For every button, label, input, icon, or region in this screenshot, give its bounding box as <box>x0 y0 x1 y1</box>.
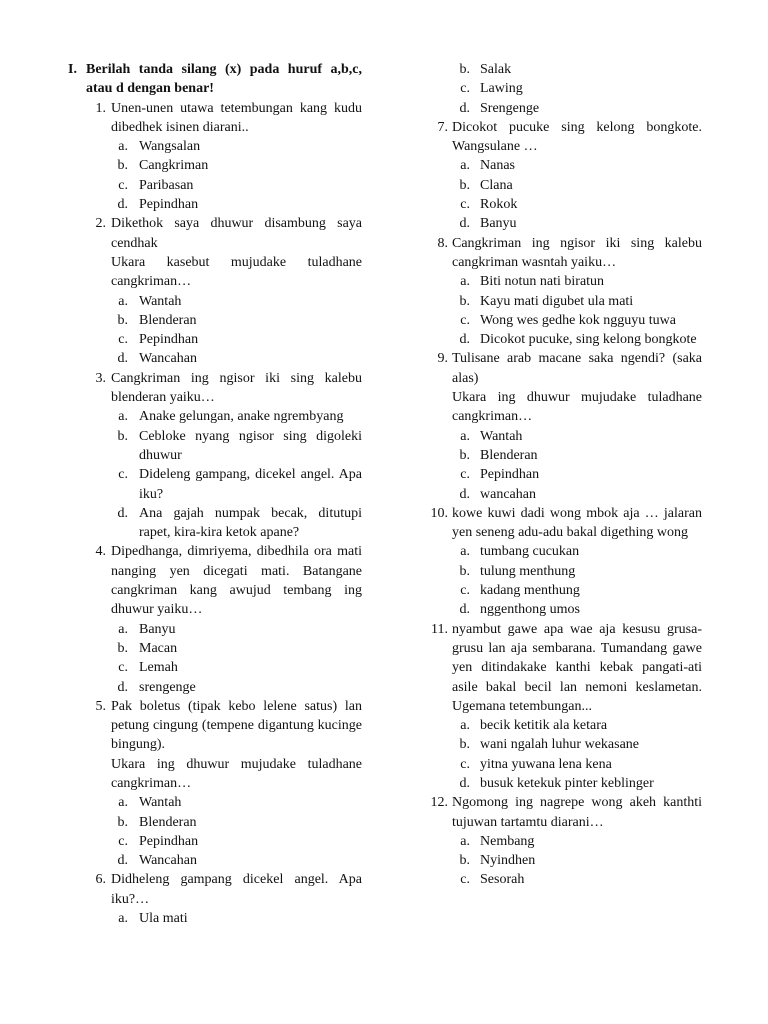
option-3-d-text: Ana gajah numpak becak, ditutupi rapet, kira-kira ketok apane? <box>139 505 362 541</box>
option-10-b-text: tulung menthung <box>480 563 576 579</box>
option-3-d-marker: d. <box>117 505 128 521</box>
option-3-b <box>68 427 362 466</box>
section-instruction: Berilah tanda silang (x) pada huruf a,b,c, atau d dengan benar! <box>86 62 362 97</box>
option-5-c-text: Pepindhan <box>139 833 199 849</box>
option-9-d <box>425 485 702 504</box>
option-4-a-text: Banyu <box>139 621 176 637</box>
question-2-text: Dikethok saya dhuwur disambung saya cendhak <box>111 216 362 251</box>
option-11-b-marker: b. <box>459 737 470 753</box>
option-9-c-marker: c. <box>460 467 470 483</box>
option-12-a-text: Nembang <box>480 833 535 849</box>
option-6-b-text: Salak <box>480 62 512 77</box>
option-12-b-text: Nyindhen <box>480 853 536 869</box>
option-11-d <box>425 774 702 793</box>
option-6-d <box>425 99 702 118</box>
option-2-d <box>68 349 362 368</box>
option-6-a <box>68 909 362 928</box>
option-3-a-text: Anake gelungan, anake ngrembyang <box>139 409 344 425</box>
option-7-b <box>425 176 702 195</box>
option-10-d <box>425 600 702 619</box>
option-8-b-text: Kayu mati digubet ula mati <box>480 293 634 309</box>
option-9-d-text: wancahan <box>480 486 536 502</box>
option-1-a-text: Wangsalan <box>139 139 201 155</box>
option-9-b <box>425 446 702 465</box>
question-11 <box>425 620 702 716</box>
option-12-b-marker: b. <box>459 853 470 869</box>
option-6-b <box>425 60 702 79</box>
section-heading <box>68 60 362 99</box>
option-3-c <box>68 465 362 504</box>
option-2-d-text: Wancahan <box>139 351 197 367</box>
question-11-marker: 11. <box>431 621 448 637</box>
option-1-a <box>68 137 362 156</box>
question-8-text: Cangkriman ing ngisor iki sing kalebu cangkriman wasntah yaiku… <box>452 235 702 270</box>
option-12-a-marker: a. <box>460 833 470 849</box>
option-8-b-marker: b. <box>459 293 470 309</box>
option-8-c <box>425 311 702 330</box>
option-10-d-marker: d. <box>459 602 470 618</box>
question-1-marker: 1. <box>95 100 106 116</box>
option-12-b <box>425 851 702 870</box>
option-2-b-text: Blenderan <box>139 312 197 328</box>
option-7-d <box>425 214 702 233</box>
option-11-c-marker: c. <box>460 756 470 772</box>
question-12 <box>425 793 702 832</box>
option-2-a <box>68 292 362 311</box>
option-8-d-text: Dicokot pucuke, sing kelong bongkote <box>480 332 697 348</box>
option-4-d <box>68 678 362 697</box>
option-7-c <box>425 195 702 214</box>
question-5-marker: 5. <box>95 698 106 714</box>
option-7-c-marker: c. <box>460 197 470 213</box>
question-3-marker: 3. <box>95 370 106 386</box>
option-5-b-marker: b. <box>117 814 128 830</box>
option-11-a-marker: a. <box>460 718 470 734</box>
option-11-b-text: wani ngalah luhur wekasane <box>480 737 639 753</box>
question-11-text: nyambut gawe apa wae aja kesusu grusa-grusu lan aja sembarana. Tumandang gawe yen ditindakake kanthi kebak pangati-ati asile bakal becil lan nemoni keslametan. Ugemana tetembungan... <box>452 621 702 714</box>
option-8-d <box>425 330 702 349</box>
option-12-c-text: Sesorah <box>480 872 525 888</box>
question-10-marker: 10. <box>430 505 448 521</box>
option-1-b-marker: b. <box>117 158 128 174</box>
option-9-a-marker: a. <box>460 428 470 444</box>
option-5-d <box>68 851 362 870</box>
option-4-c <box>68 658 362 677</box>
option-10-a-marker: a. <box>460 544 470 560</box>
option-4-b-marker: b. <box>117 640 128 656</box>
option-7-a-marker: a. <box>460 158 470 174</box>
option-9-a-text: Wantah <box>480 428 523 444</box>
option-8-c-text: Wong wes gedhe kok ngguyu tuwa <box>480 312 677 328</box>
question-5-prompt-text: Ukara ing dhuwur mujudake tuladhane cangkriman… <box>111 756 362 791</box>
option-4-c-marker: c. <box>118 660 128 676</box>
question-5-text: Pak boletus (tipak kebo lelene satus) lan petung cingung (tempene digantung kucinge bingung). <box>111 698 362 753</box>
option-10-a-text: tumbang cucukan <box>480 544 580 560</box>
question-6-marker: 6. <box>95 872 106 888</box>
option-6-d-marker: d. <box>459 100 470 116</box>
option-9-b-marker: b. <box>459 447 470 463</box>
option-8-c-marker: c. <box>460 312 470 328</box>
option-9-b-text: Blenderan <box>480 447 538 463</box>
option-1-a-marker: a. <box>118 139 128 155</box>
question-9 <box>425 349 702 388</box>
option-4-d-text: srengenge <box>139 679 196 695</box>
option-7-a-text: Nanas <box>480 158 515 174</box>
option-5-a <box>68 793 362 812</box>
question-4 <box>68 542 362 619</box>
option-10-b-marker: b. <box>459 563 470 579</box>
option-8-b <box>425 292 702 311</box>
question-1 <box>68 99 362 138</box>
option-2-c-text: Pepindhan <box>139 332 199 348</box>
option-4-b-text: Macan <box>139 640 178 656</box>
option-4-b <box>68 639 362 658</box>
option-2-c-marker: c. <box>118 332 128 348</box>
option-3-d <box>68 504 362 543</box>
question-7 <box>425 118 702 157</box>
option-3-a-marker: a. <box>118 409 128 425</box>
option-1-d-text: Pepindhan <box>139 197 199 213</box>
option-5-c <box>68 832 362 851</box>
option-4-c-text: Lemah <box>139 660 178 676</box>
option-2-a-text: Wantah <box>139 293 182 309</box>
option-2-b <box>68 311 362 330</box>
question-5-prompt <box>68 755 362 794</box>
option-8-a <box>425 272 702 291</box>
option-2-b-marker: b. <box>117 312 128 328</box>
question-12-marker: 12. <box>430 795 448 811</box>
option-5-d-text: Wancahan <box>139 853 197 869</box>
option-4-a <box>68 620 362 639</box>
option-6-a-text: Ula mati <box>139 911 188 927</box>
left-column <box>68 60 362 928</box>
option-5-a-text: Wantah <box>139 795 182 811</box>
option-3-b-text: Cebloke nyang ngisor sing digoleki dhuwur <box>139 428 362 463</box>
option-9-a <box>425 427 702 446</box>
option-6-c <box>425 79 702 98</box>
option-11-a-text: becik ketitik ala ketara <box>480 718 608 734</box>
question-3 <box>68 369 362 408</box>
right-column <box>425 60 702 890</box>
option-9-c-text: Pepindhan <box>480 467 540 483</box>
option-11-a <box>425 716 702 735</box>
option-3-a <box>68 407 362 426</box>
question-4-marker: 4. <box>95 544 106 560</box>
section-number: I. <box>68 62 77 77</box>
option-1-b <box>68 156 362 175</box>
option-5-d-marker: d. <box>117 853 128 869</box>
option-11-d-text: busuk ketekuk pinter keblinger <box>480 775 654 791</box>
option-10-c-text: kadang menthung <box>480 583 580 599</box>
option-5-c-marker: c. <box>118 833 128 849</box>
question-10 <box>425 504 702 543</box>
question-2-marker: 2. <box>95 216 106 232</box>
option-8-a-marker: a. <box>460 274 470 290</box>
question-6 <box>68 870 362 909</box>
question-10-text: kowe kuwi dadi wong mbok aja … jalaran yen seneng adu-adu bakal digething wong <box>452 505 702 541</box>
option-11-c <box>425 755 702 774</box>
question-9-marker: 9. <box>437 351 448 367</box>
question-8-marker: 8. <box>437 235 448 251</box>
option-10-c-marker: c. <box>460 583 470 599</box>
option-8-a-text: Biti notun nati biratun <box>480 274 605 290</box>
option-7-a <box>425 156 702 175</box>
option-1-d-marker: d. <box>117 197 128 213</box>
option-4-a-marker: a. <box>118 621 128 637</box>
option-3-b-marker: b. <box>117 428 128 444</box>
option-5-b-text: Blenderan <box>139 814 197 830</box>
option-9-d-marker: d. <box>459 486 470 502</box>
question-2-prompt <box>68 253 362 292</box>
option-12-a <box>425 832 702 851</box>
question-1-text: Unen-unen utawa tetembungan kang kudu dibedhek isinen diarani.. <box>111 100 362 135</box>
option-8-d-marker: d. <box>459 332 470 348</box>
option-1-c-text: Paribasan <box>139 177 194 193</box>
question-5 <box>68 697 362 755</box>
option-2-d-marker: d. <box>117 351 128 367</box>
option-4-d-marker: d. <box>117 679 128 695</box>
option-11-c-text: yitna yuwana lena kena <box>480 756 612 772</box>
option-6-a-marker: a. <box>118 911 128 927</box>
option-12-c-marker: c. <box>460 872 470 888</box>
option-1-d <box>68 195 362 214</box>
option-1-b-text: Cangkriman <box>139 158 209 174</box>
question-7-marker: 7. <box>437 119 448 135</box>
question-6-text: Didheleng gampang dicekel angel. Apa iku?… <box>111 872 362 907</box>
option-1-c <box>68 176 362 195</box>
question-4-text: Dipedhanga, dimriyema, dibedhila ora mati nanging yen dicegati mati. Batangane cangkriman kang awujud tembang ing dhuwur yaiku… <box>111 544 362 618</box>
option-3-c-marker: c. <box>118 467 128 483</box>
option-7-b-marker: b. <box>459 177 470 193</box>
option-10-b <box>425 562 702 581</box>
option-6-d-text: Srengenge <box>480 100 540 116</box>
option-6-c-marker: c. <box>460 81 470 97</box>
option-11-b <box>425 735 702 754</box>
question-2 <box>68 214 362 253</box>
option-5-a-marker: a. <box>118 795 128 811</box>
option-9-c <box>425 465 702 484</box>
option-11-d-marker: d. <box>459 775 470 791</box>
option-12-c <box>425 870 702 889</box>
option-10-a <box>425 542 702 561</box>
option-7-b-text: Clana <box>480 177 513 193</box>
option-2-c <box>68 330 362 349</box>
option-6-c-text: Lawing <box>480 81 523 97</box>
question-9-text: Tulisane arab macane saka ngendi? (saka alas) <box>452 351 702 386</box>
option-10-d-text: nggenthong umos <box>480 602 580 618</box>
question-9-prompt <box>425 388 702 427</box>
option-10-c <box>425 581 702 600</box>
option-7-c-text: Rokok <box>480 197 518 213</box>
option-1-c-marker: c. <box>118 177 128 193</box>
option-3-c-text: Dideleng gampang, dicekel angel. Apa iku? <box>139 467 362 502</box>
option-5-b <box>68 813 362 832</box>
option-7-d-text: Banyu <box>480 216 517 232</box>
question-2-prompt-text: Ukara kasebut mujudake tuladhane cangkriman… <box>111 254 362 290</box>
question-9-prompt-text: Ukara ing dhuwur mujudake tuladhane cangkriman… <box>452 390 702 425</box>
option-6-b-marker: b. <box>459 62 470 77</box>
question-7-text: Dicokot pucuke sing kelong bongkote. Wangsulane … <box>452 119 702 155</box>
question-3-text: Cangkriman ing ngisor iki sing kalebu blenderan yaiku… <box>111 370 362 406</box>
question-8 <box>425 234 702 273</box>
option-7-d-marker: d. <box>459 216 470 232</box>
option-2-a-marker: a. <box>118 293 128 309</box>
question-12-text: Ngomong ing nagrepe wong akeh kanthti tujuwan tartamtu diarani… <box>452 795 702 830</box>
